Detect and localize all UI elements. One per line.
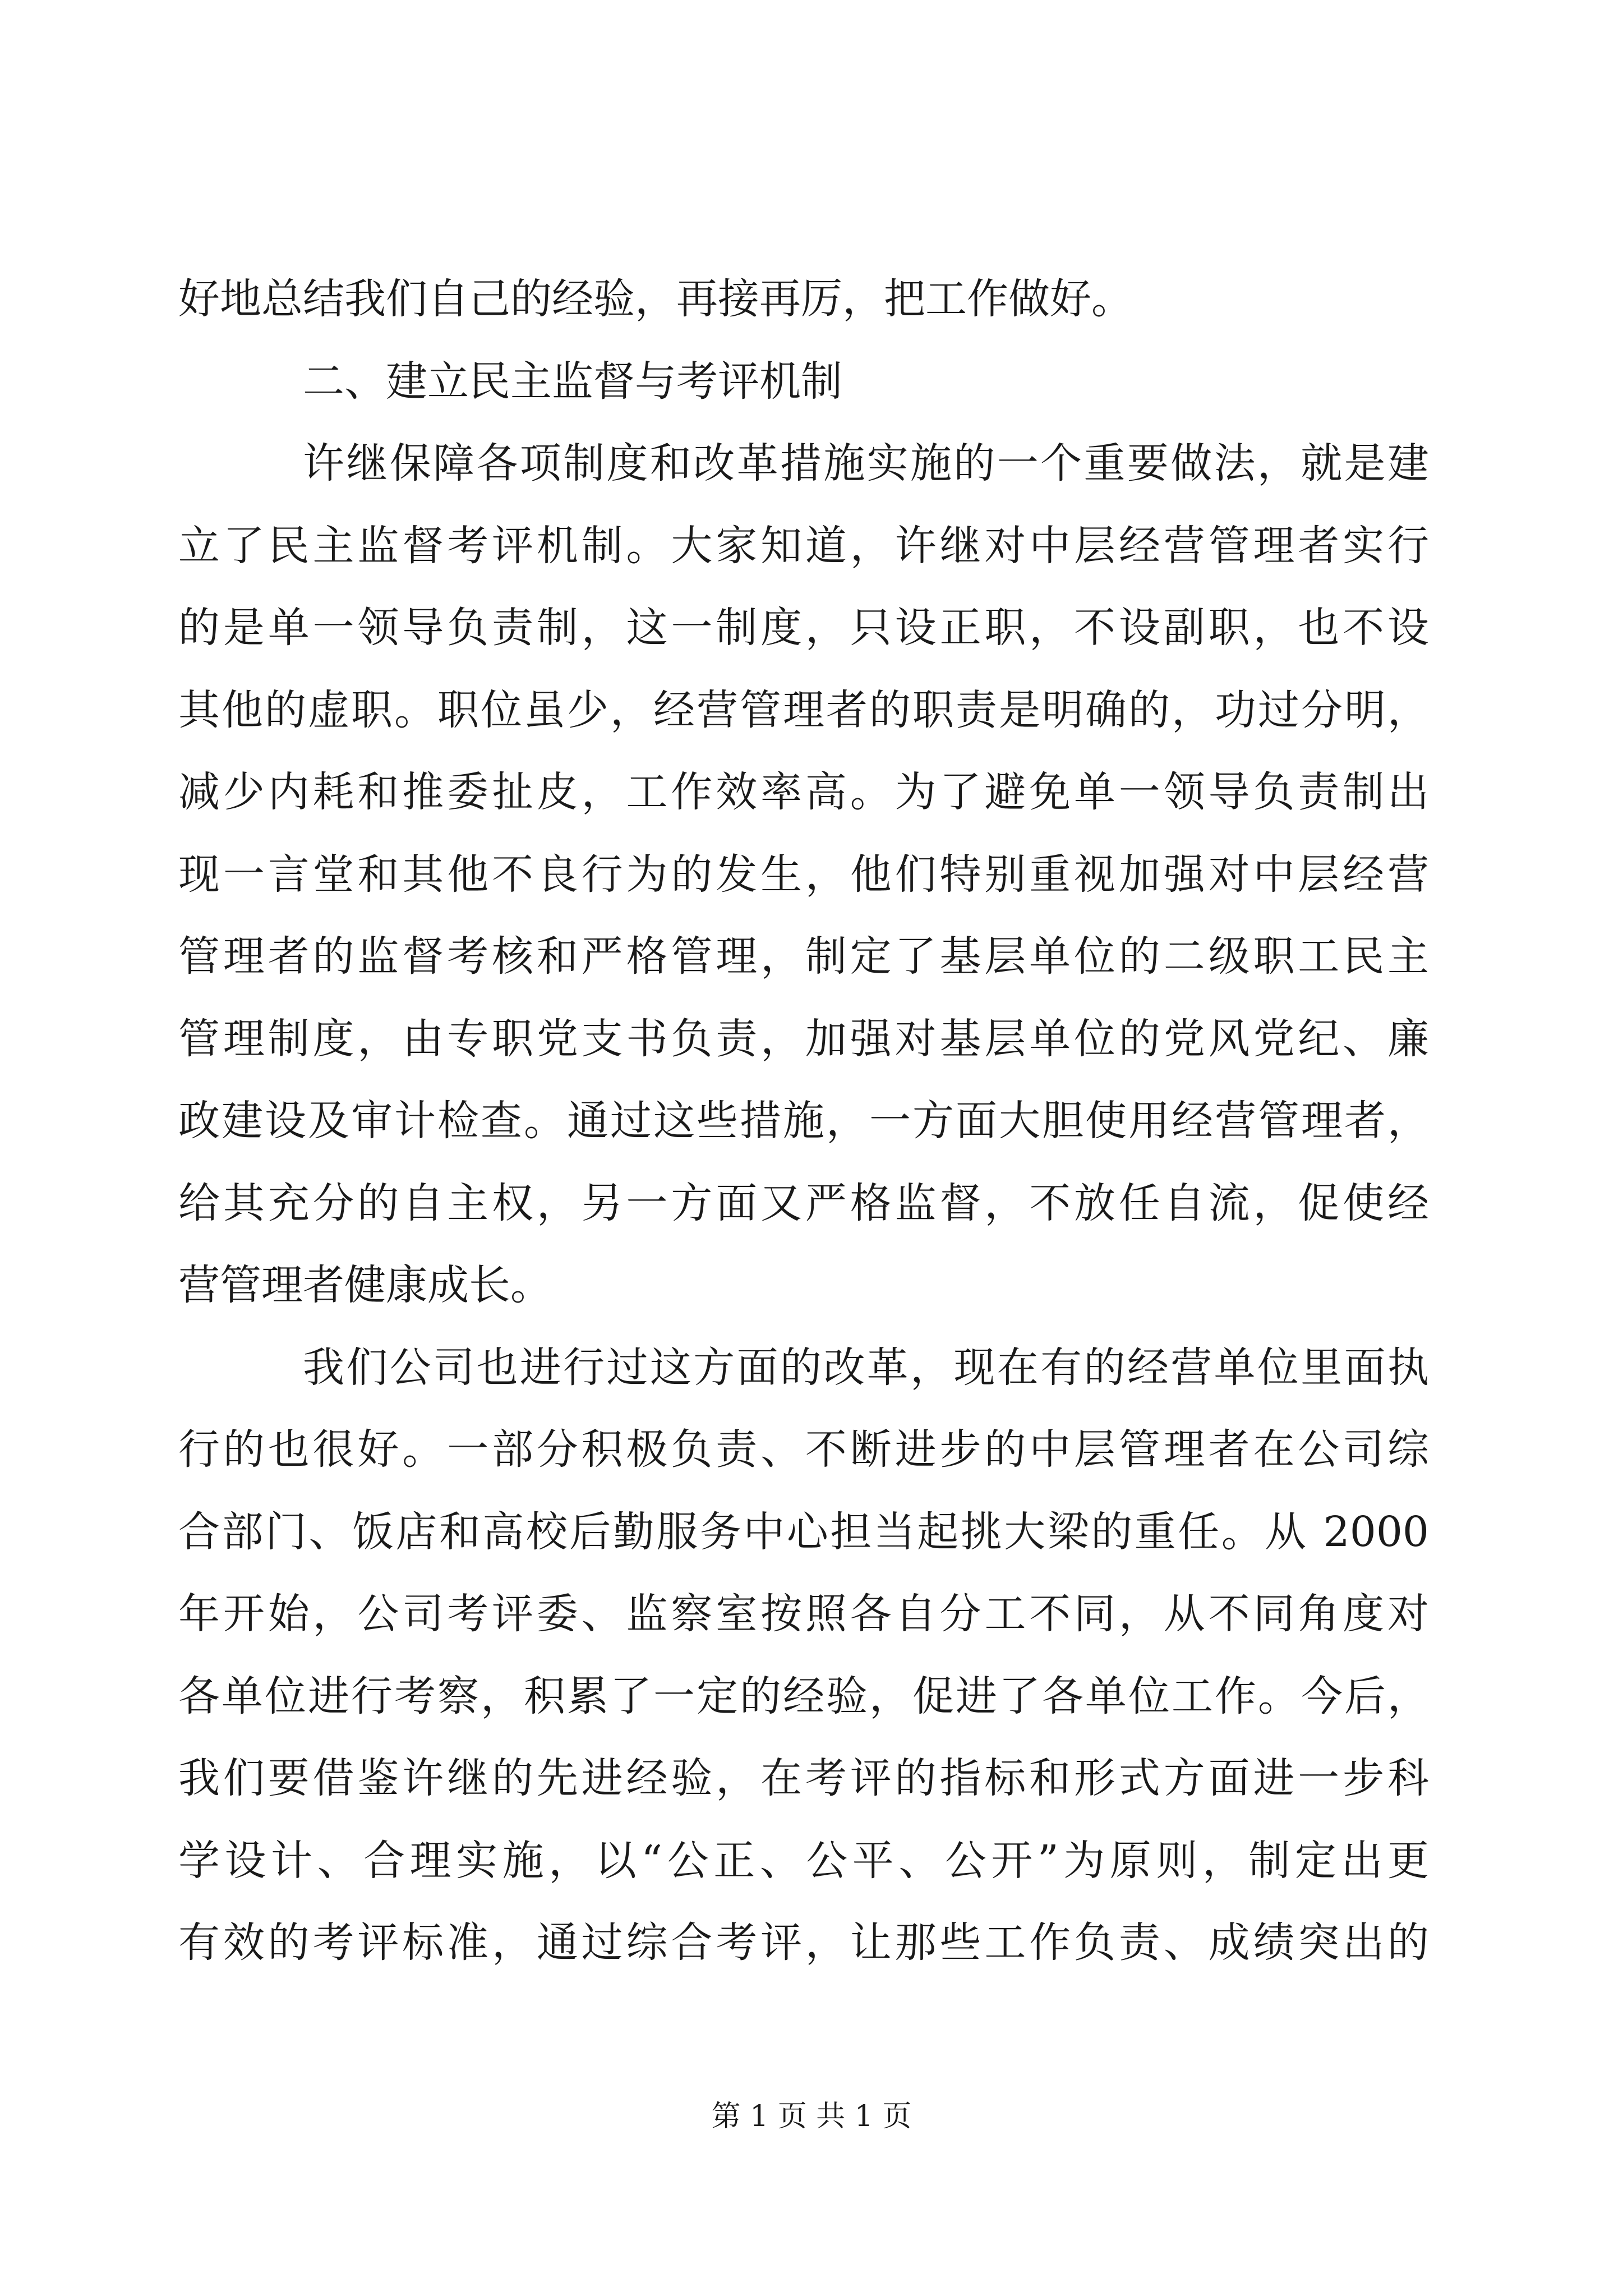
text-line: 减少内耗和推委扯皮，工作效率高。为了避免单一领导负责制出	[178, 768, 1429, 816]
text-line: 年开始，公司考评委、监察室按照各自分工不同，从不同角度对	[178, 1590, 1429, 1638]
section-heading: 二、建立民主监督与考评机制	[303, 357, 842, 406]
text-line: 学设计、合理实施，以“公正、公平、公开”为原则，制定出更	[178, 1836, 1429, 1885]
document-body	[178, 258, 1429, 1984]
page-number-label: 第 1 页 共 1 页	[711, 2100, 912, 2133]
page-footer	[0, 2097, 1623, 2136]
text-line: 给其充分的自主权，另一方面又严格监督，不放任自流，促使经	[178, 1179, 1429, 1227]
text-line: 有效的考评标准，通过综合考评，让那些工作负责、成绩突出的	[178, 1918, 1429, 1967]
text-line: 各单位进行考察，积累了一定的经验，促进了各单位工作。今后，	[178, 1672, 1429, 1720]
text-line: 行的也很好。一部分积极负责、不断进步的中层管理者在公司综	[178, 1425, 1429, 1474]
paragraph-first-line: 我们公司也进行过这方面的改革，现在有的经营单位里面执	[303, 1343, 1429, 1392]
text-line: 好地总结我们自己的经验，再接再厉，把工作做好。	[178, 275, 1133, 323]
text-line: 合部门、饭店和高校后勤服务中心担当起挑大梁的重任。从 2000	[178, 1507, 1429, 1556]
text-line: 政建设及审计检查。通过这些措施，一方面大胆使用经营管理者，	[178, 1097, 1429, 1145]
text-line: 的是单一领导负责制，这一制度，只设正职，不设副职，也不设	[178, 604, 1429, 652]
paragraph-first-line: 许继保障各项制度和改革措施实施的一个重要做法，就是建	[303, 439, 1429, 487]
text-line: 立了民主监督考评机制。大家知道，许继对中层经营管理者实行	[178, 521, 1429, 570]
text-line: 管理制度，由专职党支书负责，加强对基层单位的党风党纪、廉	[178, 1014, 1429, 1063]
text-line: 我们要借鉴许继的先进经验，在考评的指标和形式方面进一步科	[178, 1754, 1429, 1802]
text-line: 其他的虚职。职位虽少，经营管理者的职责是明确的，功过分明，	[178, 685, 1429, 734]
text-line: 营管理者健康成长。	[178, 1261, 552, 1309]
text-line: 管理者的监督考核和严格管理，制定了基层单位的二级职工民主	[178, 932, 1429, 981]
text-line: 现一言堂和其他不良行为的发生，他们特别重视加强对中层经营	[178, 850, 1429, 899]
